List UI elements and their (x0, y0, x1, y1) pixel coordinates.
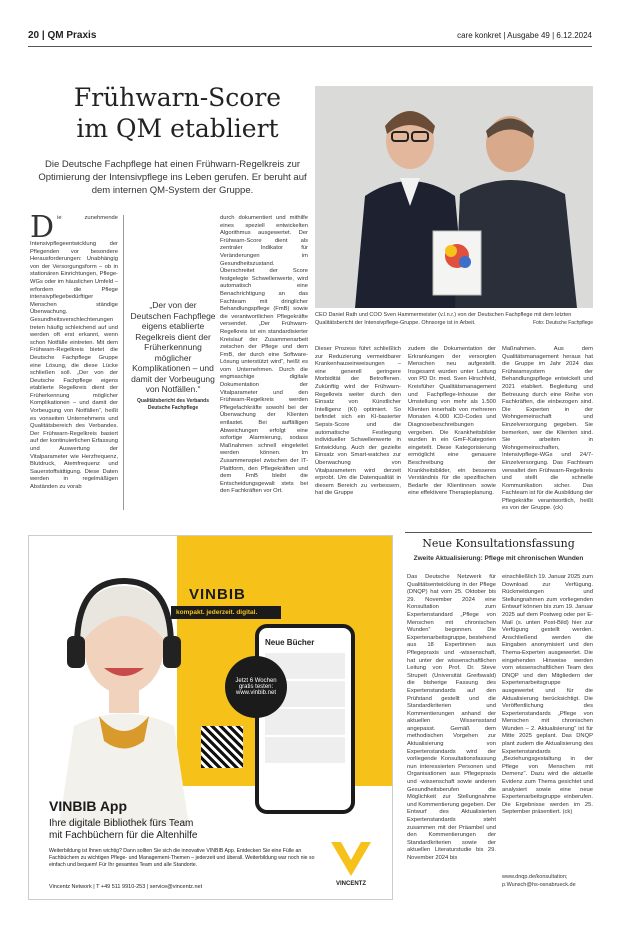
column-divider (123, 215, 124, 510)
vincentz-logo: VINCENTZ (326, 842, 376, 887)
ad-brand-logo: VINBIB (189, 586, 246, 603)
issue-label: care konkret | Ausgabe 49 | 6.12.2024 (457, 31, 592, 40)
sidebar-title: Neue Konsultationsfassung (422, 537, 575, 550)
ad-contact: Vincentz Network | T +49 511 9910-253 | service@vincentz.net (49, 884, 203, 890)
sidebar-column-2: einschließlich 19. Januar 2025 zum Download zur Verfügung. Rückmeldungen und Stellungnahmen zum vorliegenden Entwurf können bis zum 19. Januar 2025 auf dem Postweg oder per E-Mail (s. unten Post-Bild) hier zur Verfügung gestellt werden. Anschließend werden die Eingaben anonymisiert und den Thema-Experten ausgewertet. Die eingehenden Hinweise werden vom wissenschaftlichen Team des DNQP und den Mitgliedern der Expertenarbeitsgruppe ausgewertet und für die Aktualisierung berücksichtigt. Die Veröffentlichung des Expertenstandards „Pflege von Menschen mit chronischen Wunden – 2. Aktualisierung“ ist für Mitte 2025 geplant. Das DNQP plant zudem die Aktualisierung des Expertenstandards „Beziehungsgestaltung in der Pflege von Menschen mit Demenz“. Dazu wird die aktuelle Evidenz zum Thema gesichtet und analysiert sowie eine neue Expertenarbeitsgruppe einberufen. Die Ergebnisse werden im 25. September präsentiert. (ck) (502, 574, 593, 816)
pull-quote: „Der von der Deutschen Fachpflege eigens etablierte Regelkreis dient der Früherkennung möglicher Komplikationen – und damit der Vorbeugung von Notfällen.“ (130, 300, 216, 394)
header-rule (28, 46, 592, 47)
article-column-2: durch dokumentiert und mithilfe eines speziell entwickelten Algorithmus ausgewertet. Der Frühwarn-Score dient als zentraler Indikator für Veränderungen im Gesundheitszustand. Überschreitet der Score festgelegte Schwellenwerte, wird automatisch eine Benachrichtigung an das Fachteam mit dringlicher Behandlungspflege (FmB) sowie die verantwortlichen Pflegekräfte versendet. „Der Frühwarn-Regelkreis ist ein standardisierter Kreislauf der Zusammenarbeit zwischen der Pflege und dem FmB, der durch eine Software-Lösung unterstützt wird“, heißt es vom Unternehmen. Durch die engmaschige digitale Dokumentation der Vitalparameter und den Frühwarn-Regelkreis werden Pflegefachkräfte sowohl bei der Überwachung der Klienten entlastet. Bei auffälligen Abweichungen erfolgt eine sofortige Alarmierung, sodass Maßnahmen schnell eingeleitet werden können. Im Zusammenspiel zwischen der IT-Plattform, den Pflegekräften und dem FmB bleibt die Entscheidungsgewalt stets bei den Fachkräften vor Ort. (220, 215, 308, 495)
advertisement[interactable] (28, 535, 393, 900)
ad-body: Weiterbildung ist Ihnen wichtig? Dann sollten Sie sich die innovative VINBIB App. Entdecken Sie eine Fülle an Fachbüchern zu wichtigen Pflege- und Management-Themen – jederzeit und überall. Weiterbildung war noch nie so einfach und bequem! Für Ihr gesamtes Team und alle Standorte. (49, 848, 315, 868)
app-title: VINBIB App (49, 798, 128, 814)
sidebar-links[interactable]: www.dnqp.de/konsultation; p.Wunsch@hs-osnabrueck.de (502, 874, 576, 888)
article-photo (315, 86, 593, 308)
ad-tagline: kompakt. jederzeit. digital. (171, 606, 281, 619)
trial-badge[interactable]: Jetzt 6 Wochen gratis testen: www.vinbib.net (225, 656, 287, 718)
page-header (28, 30, 592, 44)
article-column-1: Die zunehmende Intensivpflegeentwicklung der Pflegenden vor besondere Herausforderungen: Unabhängig von der Versorgungsform – ob in stationären Einrichtungen, Pflege-WGs oder im häuslichen Umfeld – erfordern die Pflege intensivpflegebedürftiger Menschen ständige Überwachung. Gesundheitsverschlechterungen treten häufig schleichend auf und werden oft erst erkannt, wenn schon Notfälle eintreten. Mit dem Frühwarn-Regelkreis bietet die Deutsche Fachpflege Gruppe eine Lösung, die diese Lücke schließen soll. „Der von der Deutsche Fachpflege eigens etablierte Regelkreis dient der Früherkennung möglicher Komplikationen – und damit der Vorbeugung von Notfällen“, heißt es vonseiten Unternehmens und Qualitätsbereich des Verbandes. Der Frühwarn-Regelkreis basiert auf der kontinuierlichen Erfassung und Auswertung der Vitalparameter wie Herzfrequenz, Blutdruck, Atemfrequenz und Sauerstoffsättigung. Diese Daten werden in regelmäßigen Abständen zu vorab (30, 215, 118, 490)
article-column-4: zudem die Dokumentation der Erkrankungen der versorgten Menschen neu aufgestellt. Insgesamt wurden unter Leitung von PD Dr. med. Sven Hirschfeld, Kreisfüher Qualitätsmanagement und Fachpflege-Inhouse der Umstellung von mehr als 1.500 Klienten innerhalb von mehreren Monaten 4.000 ICD-Codes und Diagnosebeschreibungen vergeben. Die Krankheitsbilder wurden in ein GmF-Kategorien eingeteilt. Diese Kategorisierung ermöglicht eine genauere Beschreibung der Krankheitsbilder, ein besseres Verständnis für die spezifischen Bedarfe der Klientinnen sowie eine effektivere Therapieplanung. (408, 346, 496, 497)
section-label: 20 | QM Praxis (28, 30, 97, 41)
sidebar-column-1: Das Deutsche Netzwerk für Qualitätsentwicklung in der Pflege (DNQP) hat vom 25. Oktober bis 29. November 2024 eine Konsultation zum Expertenstandard „Pflege von Menschen mit chronischen Wunden“ begonnen. Die Expertenarbeitsgruppe, bestehend aus 18 Expertinnen aus Pflegepraxis und -wissenschaft, hat unter der wissenschaftlichen Leitung von Prof. Dr. Steve Strupeit (Universität Greifswald) die bisherige Fassung des Expertenstandards auf den Prüfstand gestellt und die Standardkriterien und Kommentierungen anhand der aktuellen Wissensstand angepasst. Gemäß dem methodischen Vorgehen zur Aktualisierung von Expertenstandards wird der vorliegende Konsultationsfassung nun interessierten Personen und Organisationen aus Pflegepraxis und -wissenschaft sowie anderen Gesundheitsberufen die Möglichkeit zur Stellungnahme und Kommentierung gegeben. Der Entwurf des Aktualisierten Expertenstandards steht zusammen mit der Präambel und den Kommentierungen der Standardkriterien sowie der aktuellen Literaturstudie bis 29. November 2024 bis (407, 574, 496, 861)
qr-code-icon[interactable] (201, 726, 243, 768)
sidebar-subtitle: Zweite Aktualisierung: Pflege mit chronischen Wunden (413, 555, 584, 562)
vincentz-logo-icon (331, 842, 371, 876)
article-column-3: Dieser Prozess führt schließlich zur Reduzierung vermeidbarer Krankenhauseinweisungen – eine generell geringere Morbidität der Betroffenen. Zukünftig wird der Frühwarn-Regelkreis weiter durch den Einsatz von Künstlicher Intelligenz (KI) optimiert. So befindet sich ein KI-basierter Sepsis-Score und die automatische Festlegung individueller Schwellenwerte in Entwicklung. Auch der gezielte Einsatz von Smart-watches zur Überwachung von Vitalparametern wird derzeit erprobt. Um die Datenqualität in diesem Bereich zu verbessern, hat die Gruppe (315, 346, 401, 497)
article-title: Frühwarn-Score im QM etabliert (73, 83, 282, 143)
phone-header: Neue Bücher (265, 638, 315, 647)
dropcap: D (30, 215, 55, 245)
article-subtitle: Die Deutsche Fachpflege hat einen Frühwarn-Regelkreis zur Optimierung der Intensivpflege ins Leben gerufen. Er beruht auf dem internen QM-System der Gruppe. (38, 159, 307, 196)
photo-credit: Foto: Deutsche Fachpflege (532, 320, 593, 326)
photo-caption: CEO Daniel Rath und COO Sven Hammermeister (v.l.n.r.) von der Deutschen Fachpflege mit dem letzten Qualitätsbericht der Intensivpflege-Gruppe. Ohnsorge ist in Arbeit. (315, 312, 572, 326)
sidebar-rule (405, 532, 592, 533)
app-subtitle-1: Ihre digitale Bibliothek fürs Team (49, 818, 194, 829)
phone-mockup (255, 624, 355, 814)
article-column-5: Maßnahmen. Aus dem Qualitätsmanagement heraus hat die Gruppe im Jahr 2024 das Frühwarnsystem der Behandlungspflege entwickelt und 2021 etabliert. Begleitung und Betreuung durch eine Reihe von Fachkräften, die einbezogen sind. Die Experten in der Wohngemeinschaft und Einzelversorgung gegeben. Sie bemerken, wer die Klienten sind. Sie arbeiten in Wohngemeinschaften, Intensivpflege-WGs und 24/7-Einzelversorgung. Das Fachteam verwaltet den Frühwarn-Regelkreis und stellt die schnelle Kommunikation sicher. Das Fachteam ist für die Ausbildung der Pflegekräfte verantwortlich, heißt es von der Gruppe. (ck) (502, 346, 593, 510)
app-subtitle-2: mit Fachbüchern für die Altenhilfe (49, 830, 198, 841)
photo-illustration (315, 86, 593, 308)
pull-quote-source: Qualitätsbericht des Verbands Deutsche Fachpflege (137, 398, 209, 411)
